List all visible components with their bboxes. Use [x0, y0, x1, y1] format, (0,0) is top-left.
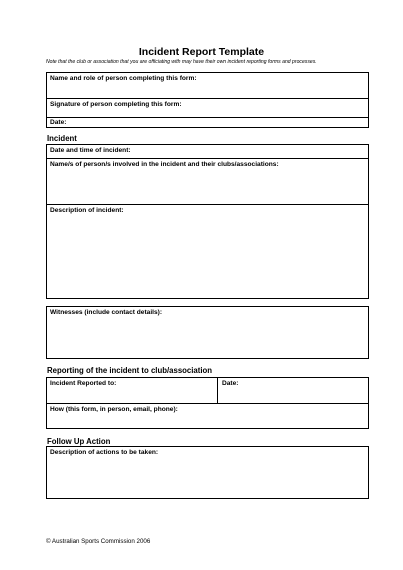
- signature-label: Signature of person completing this form:: [50, 101, 182, 108]
- incident-heading: Incident: [47, 134, 77, 143]
- follow-up-heading: Follow Up Action: [47, 437, 111, 446]
- persons-label: Name/s of person/s involved in the incident and their clubs/associations:: [50, 161, 279, 168]
- how-label: How (this form, in person, email, phone):: [50, 406, 178, 413]
- description-label: Description of incident:: [50, 207, 124, 214]
- witnesses-box: [46, 306, 369, 359]
- completer-date-row: [47, 117, 368, 128]
- witnesses-label: Witnesses (include contact details):: [50, 309, 163, 316]
- how-row: [47, 403, 368, 429]
- reporting-divider: [217, 378, 218, 404]
- description-row: [47, 204, 368, 299]
- form-note: Note that the club or association that you are officiating with may have their own incident reporting forms and processes.: [46, 59, 317, 65]
- name-role-label: Name and role of person completing this form:: [50, 75, 197, 82]
- signature-row: [47, 98, 368, 118]
- persons-row: [47, 158, 368, 205]
- completer-box: [46, 72, 369, 128]
- actions-label: Description of actions to be taken:: [50, 449, 159, 456]
- page-title: Incident Report Template: [138, 46, 265, 58]
- incident-box: [46, 144, 369, 299]
- reported-to-label: Incident Reported to:: [50, 380, 117, 387]
- reporting-date-label: Date:: [222, 380, 239, 387]
- date-time-label: Date and time of incident:: [50, 147, 131, 154]
- follow-up-box: [46, 446, 369, 499]
- completer-date-label: Date:: [50, 119, 67, 126]
- copyright-footer: © Australian Sports Commission 2006: [46, 538, 151, 545]
- reporting-box: [46, 377, 369, 429]
- reporting-heading: Reporting of the incident to club/association: [47, 366, 213, 375]
